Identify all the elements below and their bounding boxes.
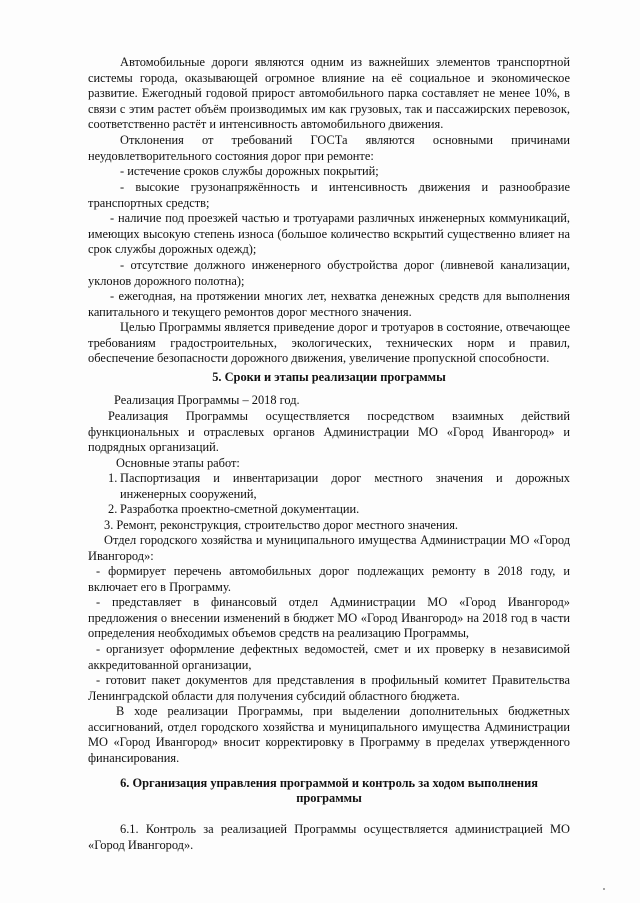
control-paragraph: 6.1. Контроль за реализацией Программы осуществляется администрацией МО «Город Ивангород». [88,822,570,852]
duty-item-2: - представляет в финансовый отдел Администрации МО «Город Ивангород» предложения о внесении изменений в бюджет МО «Город Ивангород» на 2018 год в части определения необходимых объемов средств на реализацию Программы, [88,595,570,641]
stage-number: 2. [108,502,118,517]
intro-paragraph: Автомобильные дороги являются одним из важнейших элементов транспортной системы города, оказывающей огромное влияние на её социальное и экономическое развитие. Ежегодный годовой прирост автомобильного парка составляет не менее 10%, в связи с этим растет объём производимых им как грузовых, так и пассажирских перевозок, соответственно растёт и интенсивность автомобильного движения. [88,55,570,132]
section-6-heading-line-1: 6. Организация управления программой и контроль за ходом выполнения [120,776,538,790]
deviation-item-5: - ежегодная, на протяжении многих лет, нехватка денежных средств для выполнения капитального и текущего ремонтов дорог местного значения. [88,289,570,319]
period-paragraph: Реализация Программы – 2018 год. [114,393,300,407]
deviation-item-1: - истечение сроков службы дорожных покрытий; [120,164,379,178]
deviation-item-3: - наличие под проезжей частью и тротуарами различных инженерных коммуникаций, имеющих высокую степень износа (большое количество вскрытий существенно влияет на срок службы дорожных одежд); [88,211,570,257]
stage-item-1 [88,471,570,502]
scan-speck [603,888,605,890]
stages-list [88,471,570,518]
funding-paragraph: В ходе реализации Программы, при выделении дополнительных бюджетных ассигнований, отдел городского хозяйства и муниципального имущества Администрации МО «Город Ивангород» вносит корректировку в Программу в пределах утвержденного финансирования. [88,704,570,765]
section-6-heading-line-2: программы [296,791,362,805]
stages-heading: Основные этапы работ: [116,456,240,470]
duty-item-1: - формирует перечень автомобильных дорог подлежащих ремонту в 2018 году, и включает его в Программу. [88,564,570,594]
department-paragraph: Отдел городского хозяйства и муниципального имущества Администрации МО «Город Ивангород»: [88,533,570,563]
stage-item-3: 3. Ремонт, реконструкция, строительство дорог местного значения. [104,518,458,532]
deviation-item-2: - высокие грузонапряжённость и интенсивность движения и разнообразие транспортных средств; [88,180,570,210]
stage-text: Разработка проектно-сметной документации. [120,502,360,517]
duty-item-4: - готовит пакет документов для представления в профильный комитет Правительства Ленинградской области для получения субсидий областного бюджета. [88,673,570,703]
stage-item-2 [88,502,570,518]
stage-text: Паспортизация и инвентаризации дорог местного значения и дорожных инженерных сооружений, [120,471,570,501]
stage-number: 1. [108,471,118,485]
section-5-heading: 5. Сроки и этапы реализации программы [212,370,446,384]
deviations-paragraph: Отклонения от требований ГОСТа являются основными причинами неудовлетворительного состояния дорог при ремонте: [88,133,570,163]
implementation-paragraph: Реализация Программы осуществляется посредством взаимных действий функциональных и отраслевых органов Администрации МО «Город Ивангород» и подрядных организаций. [88,409,570,455]
goal-paragraph: Целью Программы является приведение дорог и тротуаров в состояние, отвечающее требованиям градостроительных, экологических, технических норм и правил, обеспечение безопасности дорожного движения, увеличение пропускной способности. [88,320,570,366]
duty-item-3: - организует оформление дефектных ведомостей, смет и их проверку в независимой аккредитованной организации, [88,642,570,672]
deviation-item-4: - отсутствие должного инженерного обустройства дорог (ливневой канализации, уклонов дорожного полотна); [88,258,570,288]
